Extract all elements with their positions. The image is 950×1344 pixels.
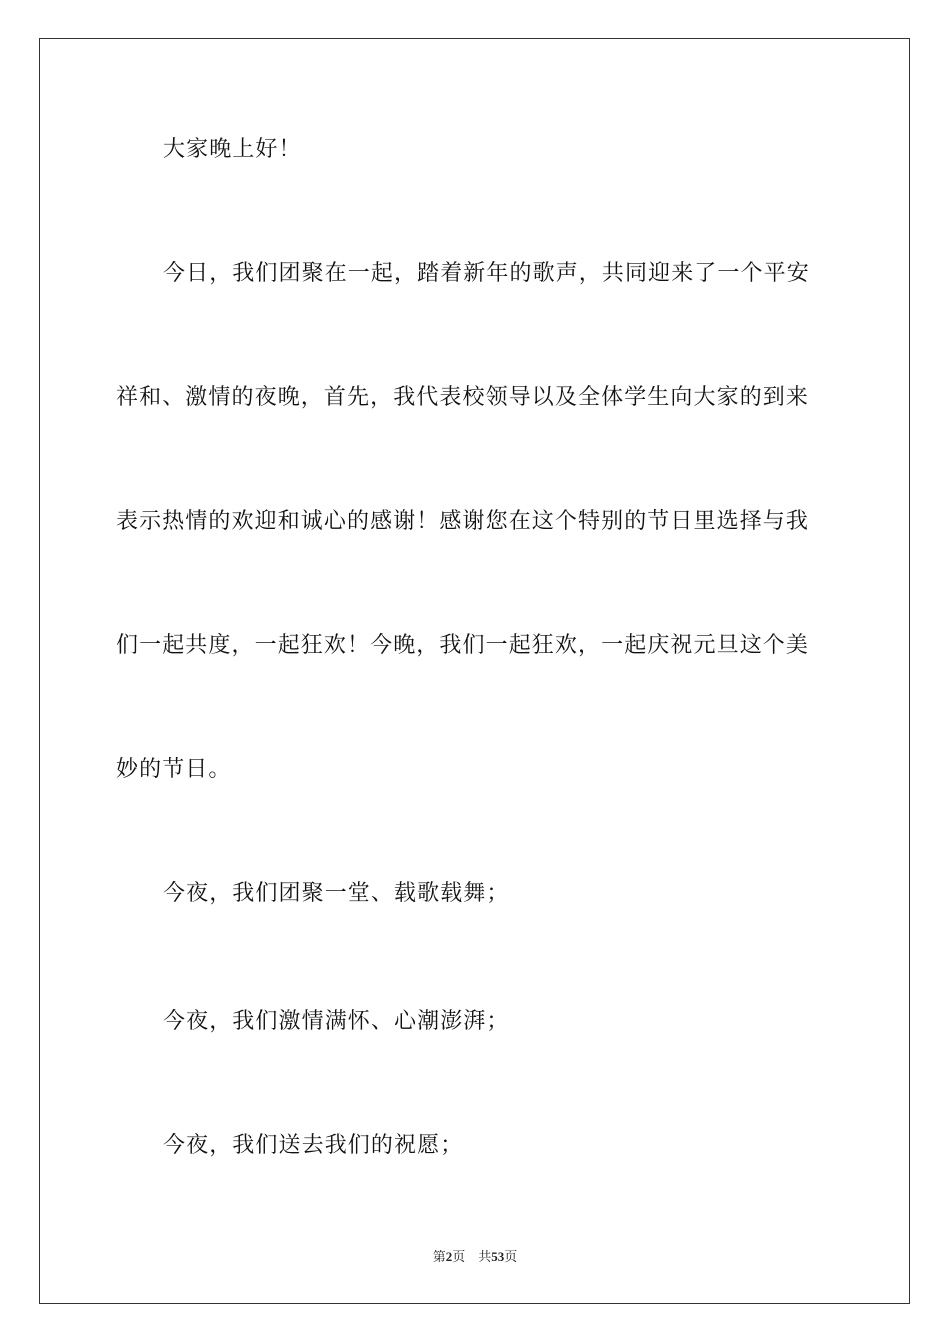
tonight-line-1: 今夜，我们团聚一堂、载歌载舞；: [163, 881, 510, 906]
paragraph-line-3: 表示热情的欢迎和诚心的感谢！感谢您在这个特别的节日里选择与我: [116, 509, 810, 534]
greeting-line: 大家晚上好！: [163, 137, 302, 162]
paragraph-line-5: 妙的节日。: [116, 757, 232, 782]
paragraph-line-2: 祥和、激情的夜晚，首先，我代表校领导以及全体学生向大家的到来: [116, 385, 810, 410]
tonight-line-3: 今夜，我们送去我们的祝愿；: [163, 1133, 464, 1158]
page-suffix: 页: [452, 1249, 466, 1264]
paragraph-line-4: 们一起共度，一起狂欢！今晚，我们一起狂欢，一起庆祝元旦这个美: [116, 633, 810, 658]
total-prefix: 共: [478, 1249, 492, 1264]
tonight-line-2: 今夜，我们激情满怀、心潮澎湃；: [163, 1009, 510, 1034]
page-border: [39, 38, 910, 1304]
page-footer: [0, 1248, 950, 1266]
page-number: 2: [445, 1249, 453, 1264]
total-pages: 53: [491, 1249, 505, 1264]
paragraph-line-1: 今日，我们团聚在一起，踏着新年的歌声，共同迎来了一个平安: [163, 261, 810, 286]
page-prefix: 第: [432, 1249, 446, 1264]
total-suffix: 页: [504, 1249, 518, 1264]
